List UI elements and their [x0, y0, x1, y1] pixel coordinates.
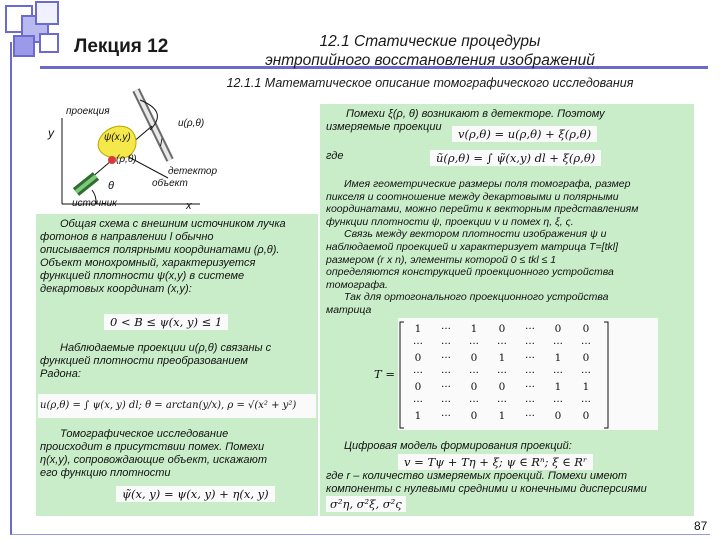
left-para3-line: происходит в присутствии помех. Помехи: [40, 441, 265, 453]
matrix-cell: 1: [470, 323, 478, 336]
left-para3-line: Томографическое исследование: [60, 428, 229, 440]
left-para3-line: его функцию плотности: [40, 467, 171, 479]
page-number: 87: [694, 519, 708, 533]
matrix-left-bracket: [400, 322, 404, 428]
left-para1-line: описывается полярными координатами (ρ,θ).: [40, 244, 280, 256]
matrix-cell: ···: [440, 323, 451, 336]
left-para3-line: η(x,y), сопровождающие объект, искажают: [40, 454, 267, 466]
matrix-cell: ···: [440, 410, 451, 423]
right-para1-line: измеряемые проекции: [326, 121, 442, 133]
matrix-cell: ···: [468, 337, 479, 350]
matrix-cell: ···: [496, 366, 507, 379]
matrix-cell: ···: [468, 395, 479, 408]
matrix-cell: 0: [498, 323, 506, 336]
matrix-label: T =: [374, 367, 395, 381]
label-x: x: [186, 200, 192, 212]
left-para1-line: фотонов в направлении l обычно: [40, 231, 214, 243]
formula-density-bounds: 0 < B ≤ ψ(x, y) ≤ 1: [104, 314, 228, 330]
matrix-cell: 1: [414, 323, 422, 336]
right-para2-line: пикселя и соотношение между декартовыми и полярными: [326, 190, 619, 203]
formula-radon-transform: u(ρ,θ) = ∫ ψ(x, y) dl; θ = arctan(y/x), ρ = √(x² + y²): [38, 394, 316, 418]
matrix-cell: ···: [524, 366, 535, 379]
matrix-cell: 0: [582, 352, 590, 365]
label-y: y: [48, 126, 54, 140]
right-para4-line: компоненты с нулевыми средними и конечными дисперсиями: [326, 483, 647, 495]
formula-digital-model: v = Tψ + Tη + ξ; ψ ∈ Rⁿ; ξ ∈ Rʳ: [398, 454, 593, 470]
slide-title-line2: энтропийного восстановления изображений: [265, 52, 595, 69]
label-object: объект: [152, 178, 188, 189]
matrix-cell: ···: [496, 395, 507, 408]
matrix-cell: 0: [554, 323, 562, 336]
left-para1-line: Общая схема с внешним источником лучка: [60, 218, 286, 230]
right-para2-line: томографа.: [326, 278, 388, 291]
section-subtitle: 12.1.1 Математическое описание томографического исследования: [226, 76, 634, 90]
matrix-cell: ···: [524, 395, 535, 408]
right-para2-line: матрица: [326, 303, 372, 316]
matrix-cell: ···: [552, 366, 563, 379]
left-para2-line: Наблюдаемые проекции u(ρ,θ) связаны с: [60, 342, 272, 354]
right-para2-line: координатами, можно перейти к векторным представлениям: [326, 203, 639, 216]
matrix-cell: 1: [554, 381, 562, 394]
matrix-cell: 1: [498, 410, 506, 423]
right-para2-line: Связь между вектором плотности изображения ψ и: [344, 228, 607, 241]
matrix-cell: 0: [554, 410, 562, 423]
matrix-right-bracket: [604, 322, 608, 428]
slide-title-line1: 12.1 Статические процедуры: [319, 33, 541, 50]
label-theta: θ: [108, 180, 114, 192]
right-para2-line: Имея геометрические размеры поля томографа, размер: [344, 178, 631, 190]
right-para2-line: Так для ортогонального проекционного устройства: [344, 291, 609, 304]
matrix-cell: 1: [554, 352, 562, 365]
label-detector: детектор: [168, 166, 218, 177]
matrix-cell: ···: [552, 337, 563, 350]
matrix-cell: ···: [440, 337, 451, 350]
formula-noise-variances: σ²η, σ²ξ, σ²ς: [326, 496, 406, 512]
matrix-cell: 1: [414, 410, 422, 423]
matrix-cell: 0: [470, 352, 478, 365]
left-para1-line: функцией плотности ψ(x,y) в системе: [40, 270, 245, 282]
formula-measured-projection: v(ρ,θ) = u(ρ,θ) + ξ(ρ,θ): [452, 126, 597, 142]
matrix-cell: ···: [412, 395, 423, 408]
formula-projection-integral: ũ(ρ,θ) = ∫ ψ̃(x,y) dl + ξ(ρ,θ): [430, 150, 601, 166]
matrix-cell: 0: [582, 410, 590, 423]
label-psi: ψ(x,y): [104, 132, 131, 143]
lecture-title: Лекция 12: [74, 36, 169, 57]
right-para2-line: определяются конструкцией проекционного устройства: [326, 266, 614, 279]
formula-noisy-density: ψ̃(x, y) = ψ(x, y) + η(x, y): [116, 486, 275, 502]
matrix-cell: ···: [580, 366, 591, 379]
matrix-cell: ···: [440, 352, 451, 365]
label-u: u(ρ,θ): [178, 118, 205, 129]
matrix-cell: 0: [582, 323, 590, 336]
right-para2-line: функции плотности ψ, проекции v и помех η, ξ, ς.: [326, 215, 574, 228]
matrix-cell: 0: [470, 381, 478, 394]
matrix-cell: 0: [414, 352, 422, 365]
matrix-cell: ···: [524, 323, 535, 336]
right-para2-line: наблюдаемой проекцией и характеризует матрица T=[tkl]: [326, 240, 618, 253]
left-para2-line: Радона:: [40, 368, 81, 380]
matrix-cell: ···: [524, 337, 535, 350]
matrix-cell: ···: [440, 366, 451, 379]
matrix-cell: ···: [524, 410, 535, 423]
matrix-cell: ···: [412, 366, 423, 379]
matrix-cell: ···: [580, 395, 591, 408]
right-para1-line: Помехи ξ(ρ, θ) возникают в детекторе. Поэтому: [346, 108, 605, 120]
label-projection: проекция: [66, 106, 110, 117]
right-para3: Цифровая модель формирования проекций:: [344, 440, 572, 452]
left-para1-line: декартовых координат (x,y):: [40, 283, 192, 295]
matrix-cell: ···: [412, 337, 423, 350]
left-para2-line: функцией плотности преобразованием: [40, 355, 248, 367]
right-para4: [326, 470, 647, 496]
matrix-cell: ···: [524, 352, 535, 365]
matrix-cell: 0: [470, 410, 478, 423]
left-para1-line: Объект монохромный, характеризуется: [40, 257, 256, 269]
matrix-cell: 1: [582, 381, 590, 394]
matrix-cell: ···: [468, 366, 479, 379]
label-source: источник: [72, 198, 117, 209]
matrix-cell: ···: [552, 395, 563, 408]
matrix-cell: ···: [440, 381, 451, 394]
matrix-cell: ···: [580, 337, 591, 350]
label-rho-theta: (ρ,θ): [116, 154, 137, 165]
right-para2-line: размером (r x n), элементы которой 0 ≤ tkl ≤ 1: [326, 253, 557, 266]
matrix-cell: 0: [414, 381, 422, 394]
right-para4-line: где r – количество измеряемых проекций. Помехи имеют: [326, 470, 628, 482]
matrix-cell: 0: [498, 381, 506, 394]
label-l: l: [160, 138, 163, 149]
right-where: где: [326, 150, 344, 162]
matrix-cell: ···: [440, 395, 451, 408]
matrix-cell: ···: [496, 337, 507, 350]
matrix-cell: ···: [524, 381, 535, 394]
matrix-cell: 1: [498, 352, 506, 365]
